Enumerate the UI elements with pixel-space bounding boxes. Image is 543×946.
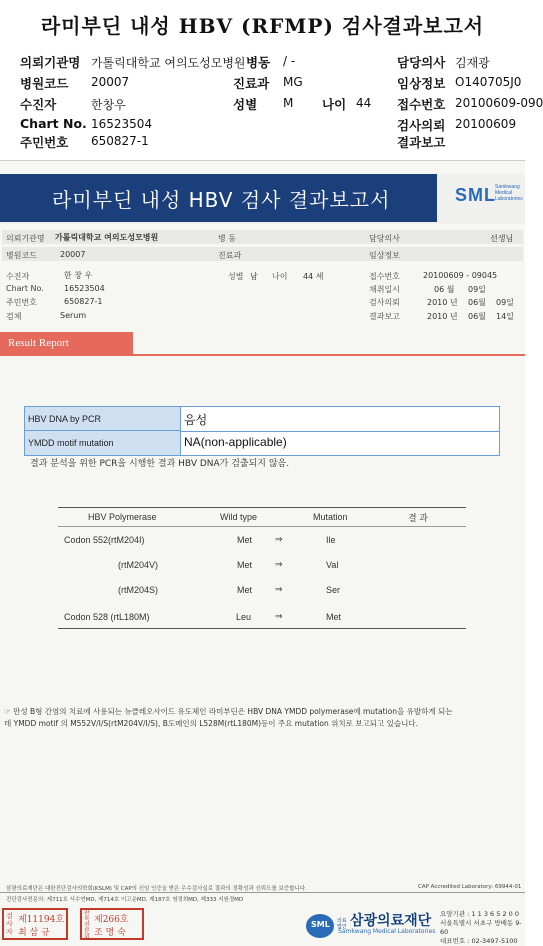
footer-cap: CAP Accredited Laboratory: 69944-01 — [418, 884, 522, 890]
request-value: 20100609 — [455, 117, 517, 131]
samkwang-name: 삼광의료재단 — [350, 913, 432, 929]
examiner-stamp-name: 최 삼 규 — [18, 928, 50, 938]
table-header-wild-type: Wild type — [220, 512, 258, 522]
reviewer-stamp-side: 판독전문의 — [84, 910, 90, 941]
contact-line-1: 요양기관 : 1 1 3 6 5 2 0 0 — [440, 910, 519, 918]
code-label: 병원코드 — [20, 76, 69, 91]
scan-specimen-value: Serum — [60, 311, 87, 320]
table-row-3-wild: Met — [237, 585, 253, 595]
doctor-label: 담당의사 — [397, 55, 446, 70]
contact-info — [440, 910, 525, 946]
scan-chart-label: Chart No. — [6, 284, 44, 293]
table-row-4-arrow: ⇒ — [275, 611, 283, 621]
scan-collect-month: 06 월 — [434, 285, 455, 294]
patient-value: 한창우 — [91, 98, 126, 112]
receipt-label: 접수번호 — [397, 97, 446, 112]
scan-ward-label: 병 동 — [218, 234, 236, 243]
scan-hospital-value: 가톨릭대학교 여의도성모병원 — [55, 233, 159, 242]
report-label: 결과보고 — [397, 135, 446, 150]
examiner-stamp-number: 제11194호 — [18, 915, 65, 925]
sml-logo: SML — [455, 185, 496, 205]
footnote-line-1: ☞ 만성 B형 간염의 치료에 사용되는 뉴클레오사이드 유도체인 라미부딘은 HBV DNA YMDD polymerase에 mutation을 유발하게 되는 — [4, 707, 453, 716]
footer-specialists: 진단검사전문의: 제711호 서수연MD, 제714호 이고운MD, 제187호 염정희MD, 제333 지원경MD — [6, 897, 244, 903]
scan-report-year: 2010 년 — [427, 312, 458, 321]
table-header-polymerase: HBV Polymerase — [88, 512, 157, 522]
table-row-4-name: Codon 528 (rtL180M) — [64, 612, 150, 622]
scan-clinical-label: 임상정보 — [369, 251, 400, 260]
hospital-label: 의뢰기관명 — [20, 55, 81, 70]
table-header-result: 결 과 — [408, 513, 428, 523]
scan-receipt-value: 20100609 - 09045 — [423, 271, 498, 280]
table-row-1-mutation: Ile — [326, 535, 336, 545]
code-value: 20007 — [91, 75, 130, 89]
table-bottom-rule — [58, 628, 466, 629]
scan-chart-value: 16523504 — [64, 284, 105, 293]
clinical-label: 임상정보 — [397, 76, 446, 91]
examiner-stamp-side: 검사자 — [6, 912, 13, 936]
scan-doctor-value: 선생님 — [490, 234, 514, 243]
hospital-value: 가톨릭대학교 여의도성모병원 — [91, 56, 246, 70]
table-header-mutation: Mutation — [313, 512, 348, 522]
scan-report-month: 06월 — [468, 312, 486, 321]
scan-patient-label: 수진자 — [6, 272, 30, 281]
scan-report-label: 결과보고 — [369, 312, 400, 321]
result-label-hbv-dna: HBV DNA by PCR — [28, 414, 102, 424]
table-row-3-mutation: Ser — [326, 585, 341, 595]
interpretation-text: 결과 분석을 위한 PCR을 시행한 결과 HBV DNA가 검출되지 않음. — [30, 459, 290, 469]
doctor-value: 김재광 — [455, 56, 490, 70]
banner-title: 라미부딘 내성 HBV 검사 결과보고서 — [52, 188, 391, 212]
scan-age-label: 나이 — [272, 272, 288, 281]
result-label-ymdd: YMDD motif mutation — [28, 438, 114, 448]
scan-code-value: 20007 — [60, 250, 86, 259]
age-label: 나이 — [322, 97, 347, 112]
footer-certification: 삼광의료재단은 대한진단검사의학회(KSLM) 및 CAP의 신임 인증을 받은 우수검사실로 결과의 정확성과 신뢰도를 보증합니다. — [6, 886, 307, 892]
clinical-value: O140705J0 — [455, 75, 522, 89]
scan-rrn-value: 650827-1 — [64, 297, 103, 306]
contact-line-3: 대표번호 : 02-3497-5100 — [440, 937, 518, 945]
table-row-2-mutation: Val — [326, 560, 339, 570]
table-row-2-name: (rtM204V) — [118, 560, 159, 570]
footer-rule — [0, 892, 525, 893]
scan-code-label: 병원코드 — [6, 251, 37, 260]
sml-logo-subtitle: Samkwang Medical Laboratories — [495, 184, 523, 202]
rrn-label: 주민번호 — [20, 135, 69, 150]
result-value-hbv-dna: 음성 — [184, 413, 208, 427]
ward-label: 병동 — [246, 55, 271, 70]
receipt-value: 20100609-090 — [455, 96, 543, 110]
table-row-1-arrow: ⇒ — [275, 534, 283, 544]
reviewer-stamp-name: 조 명 숙 — [94, 928, 126, 938]
scan-patient-value: 한 창 우 — [64, 271, 93, 280]
sex-label: 성별 — [233, 97, 258, 112]
scan-sex-label: 성별 — [228, 272, 244, 281]
scan-report-day: 14일 — [496, 312, 514, 321]
rrn-value: 650827-1 — [91, 134, 149, 148]
scan-collect-day: 09일 — [468, 285, 486, 294]
chart-value: 16523504 — [91, 117, 153, 131]
table-top-rule — [58, 507, 466, 508]
scan-age-value: 44 세 — [303, 272, 324, 281]
patient-label: 수진자 — [20, 97, 57, 112]
scan-request-label: 검사의뢰 — [369, 298, 400, 307]
samkwang-logo-mark: SML — [311, 920, 330, 929]
request-label: 검사의뢰 — [397, 118, 446, 133]
table-row-4-mutation: Met — [326, 612, 342, 622]
samkwang-prefix: 의료법인 — [337, 918, 347, 930]
contact-line-2: 서울특별시 서초구 방배동 9-60 — [440, 919, 522, 936]
table-row-2-wild: Met — [237, 560, 253, 570]
result-value-ymdd: NA(non-applicable) — [184, 435, 287, 449]
table-row-4-wild: Leu — [236, 612, 252, 622]
result-divider — [181, 431, 499, 432]
scan-request-month: 06월 — [468, 298, 486, 307]
scan-sex-value: 남 — [250, 272, 258, 281]
scan-request-year: 2010 년 — [427, 298, 458, 307]
scan-rrn-label: 주민번호 — [6, 298, 37, 307]
result-report-rule — [0, 354, 525, 356]
samkwang-subtitle: Samkwang Medical Laboratories — [338, 928, 436, 935]
dept-value: MG — [283, 75, 303, 89]
ward-value: / - — [283, 54, 296, 68]
scan-receipt-label: 접수번호 — [369, 272, 400, 281]
dept-label: 진료과 — [233, 76, 270, 91]
scan-specimen-label: 검체 — [6, 312, 22, 321]
table-row-1-name: Codon 552(rtM204I) — [64, 535, 145, 545]
scan-hospital-label: 의뢰기관명 — [6, 234, 45, 243]
age-value: 44 — [356, 96, 372, 110]
table-row-3-name: (rtM204S) — [118, 585, 159, 595]
report-title: 라미부딘 내성 HBV (RFMP) 검사결과보고서 — [40, 14, 485, 38]
result-report-tab-label: Result Report — [8, 337, 69, 349]
reviewer-stamp — [80, 908, 144, 940]
scan-request-day: 09일 — [496, 298, 514, 307]
table-row-1-wild: Met — [237, 535, 253, 545]
table-row-2-arrow: ⇒ — [275, 559, 283, 569]
scan-collect-label: 채취일시 — [369, 285, 400, 294]
sex-value: M — [283, 96, 294, 110]
chart-label: Chart No. — [20, 116, 87, 131]
scan-dept-label: 진료과 — [218, 251, 242, 260]
examiner-stamp — [2, 908, 68, 940]
table-header-rule — [58, 526, 466, 527]
scan-doctor-label: 담당의사 — [369, 234, 400, 243]
footnote-line-2: 데 YMDD motif 의 M552V/I/S(rtM204V/I/S), B도메인의 L528M(rtL180M)등이 주요 mutation 위치로 보고되고 있습니다. — [4, 719, 418, 728]
footnote — [4, 706, 524, 730]
table-row-3-arrow: ⇒ — [275, 584, 283, 594]
reviewer-stamp-number: 제266호 — [94, 915, 129, 925]
